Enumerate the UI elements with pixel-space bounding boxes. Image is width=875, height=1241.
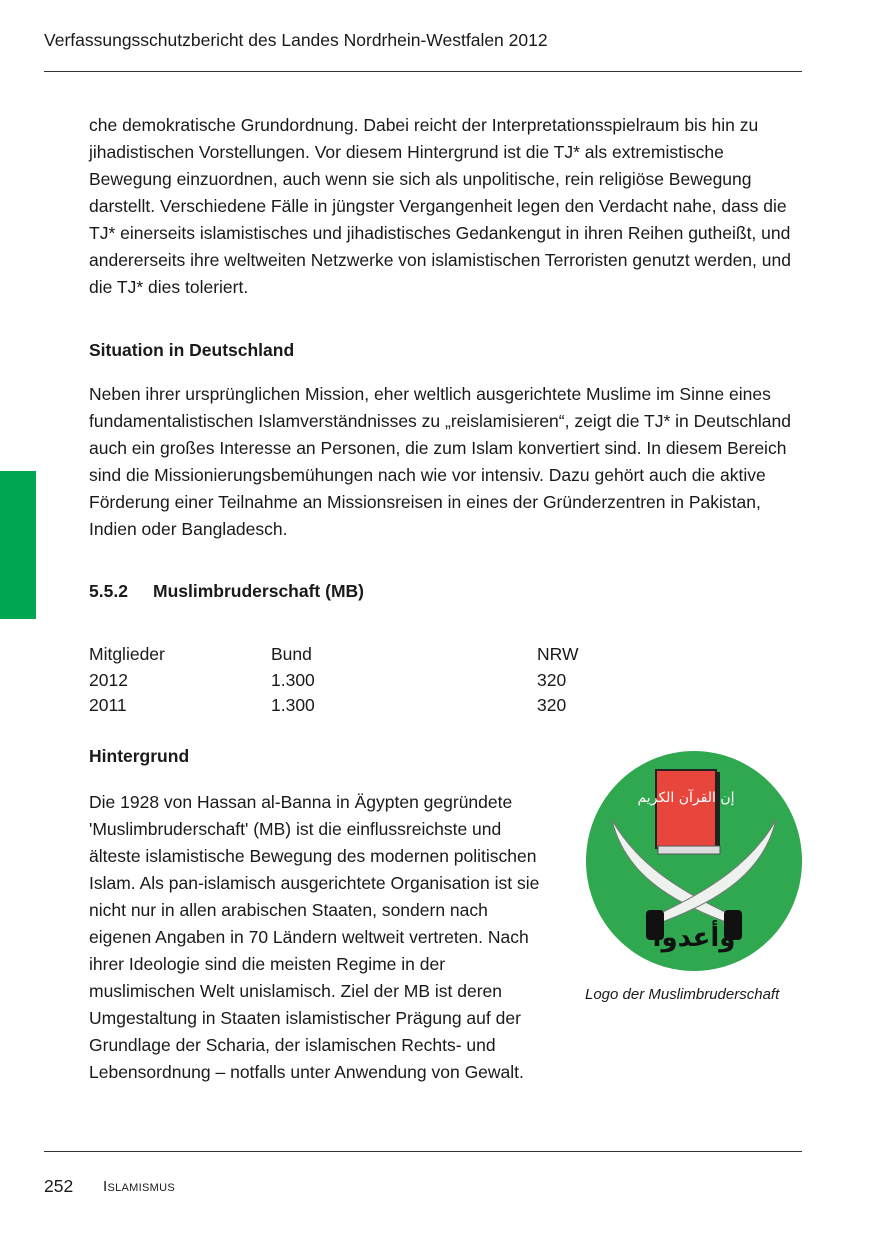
members-header-cell: Bund <box>271 644 312 664</box>
members-cell: 1.300 <box>271 669 315 690</box>
table-row <box>89 693 617 719</box>
body-paragraph-1: che demokratische Grundordnung. Dabei reicht der Interpretationsspielraum bis hin zu jihadistischen Vorstellungen. Vor diesem Hintergrund ist die TJ* als extremistische Bewegung einzuordnen, auch wenn sie sich als unpolitische, rein religiöse Bewegung darstellt. Verschiedene Fälle in jüngster Vergangenheit legen den Verdacht nahe, dass die TJ* einerseits islamistisches und jihadistisches Gedankengut in ihren Reihen gutheißt, und andererseits ihre weltweiten Netzwerke von islamistischen Terroristen genutzt werden, und die TJ* dies toleriert. <box>89 115 791 297</box>
section-heading <box>89 578 802 605</box>
members-cell: 2011 <box>89 695 127 715</box>
table-row <box>89 668 617 694</box>
members-table-header <box>89 642 617 668</box>
book-cover <box>656 770 716 848</box>
section-number: 5.5.2 <box>89 581 128 601</box>
body-paragraph-2: Neben ihrer ursprünglichen Mission, eher weltlich ausgerichtete Muslime im Sinne eines fundamentalistischen Islamverständnisses zu „reislamisieren“, zeigt die TJ* in Deutschland auch ein großes Interesse an Personen, die zum Islam konvertiert sind. In diesem Bereich sind die Missionierungsbemühungen nach wie vor intensiv. Dazu gehört auch die aktive Förderung einer Teilnahme an Missionsreisen in eines der Gründerzentren in Pakistan, Indien oder Bangladesch. <box>89 384 791 539</box>
page-header-title: Verfassungsschutzbericht des Landes Nordrhein-Westfalen 2012 <box>44 30 548 50</box>
body-paragraph-3: Die 1928 von Hassan al-Banna in Ägypten gegründete 'Muslimbruderschaft' (MB) ist die einflussreichste und älteste islamistische Bewegung des modernen politischen Islam. Als pan-islamisch ausgerichtete Organisation ist sie nicht nur in allen arabischen Staaten, sondern nach eigenen Angaben in 70 Ländern weltweit vertreten. Nach ihrer Ideologie sind die meisten Regime in der muslimischen Welt unislamisch. Ziel der MB ist deren Umgestaltung in Staaten islamistischer Prägung auf der Grundlage der Scharia, der islamischen Rechts- und Lebensordnung – notfalls unter Anwendung von Gewalt. <box>89 792 540 1082</box>
footer-section-name: Islamismus <box>103 1178 175 1195</box>
members-cell: 320 <box>537 669 567 690</box>
logo-motto: وأعدوا <box>652 923 736 953</box>
members-header-cell: Mitglieder <box>89 644 165 664</box>
page-number: 252 <box>44 1176 74 1196</box>
book-inscription: إن القرآن الكريم <box>637 790 735 806</box>
chapter-side-tab <box>0 471 36 619</box>
book-pages <box>658 846 720 854</box>
section-title: Muslimbruderschaft (MB) <box>153 581 364 601</box>
heading-background: Hintergrund <box>89 746 190 766</box>
muslim-brotherhood-logo <box>584 750 804 972</box>
footer-divider <box>44 1151 802 1152</box>
members-header-cell: NRW <box>537 644 579 664</box>
members-cell: 320 <box>537 695 567 715</box>
logo-caption: Logo der Muslimbruderschaft <box>585 986 780 1003</box>
members-cell: 2012 <box>89 669 128 690</box>
members-cell: 1.300 <box>271 695 315 715</box>
heading-situation: Situation in Deutschland <box>89 340 295 360</box>
members-table <box>89 642 617 719</box>
header-divider <box>44 71 802 72</box>
